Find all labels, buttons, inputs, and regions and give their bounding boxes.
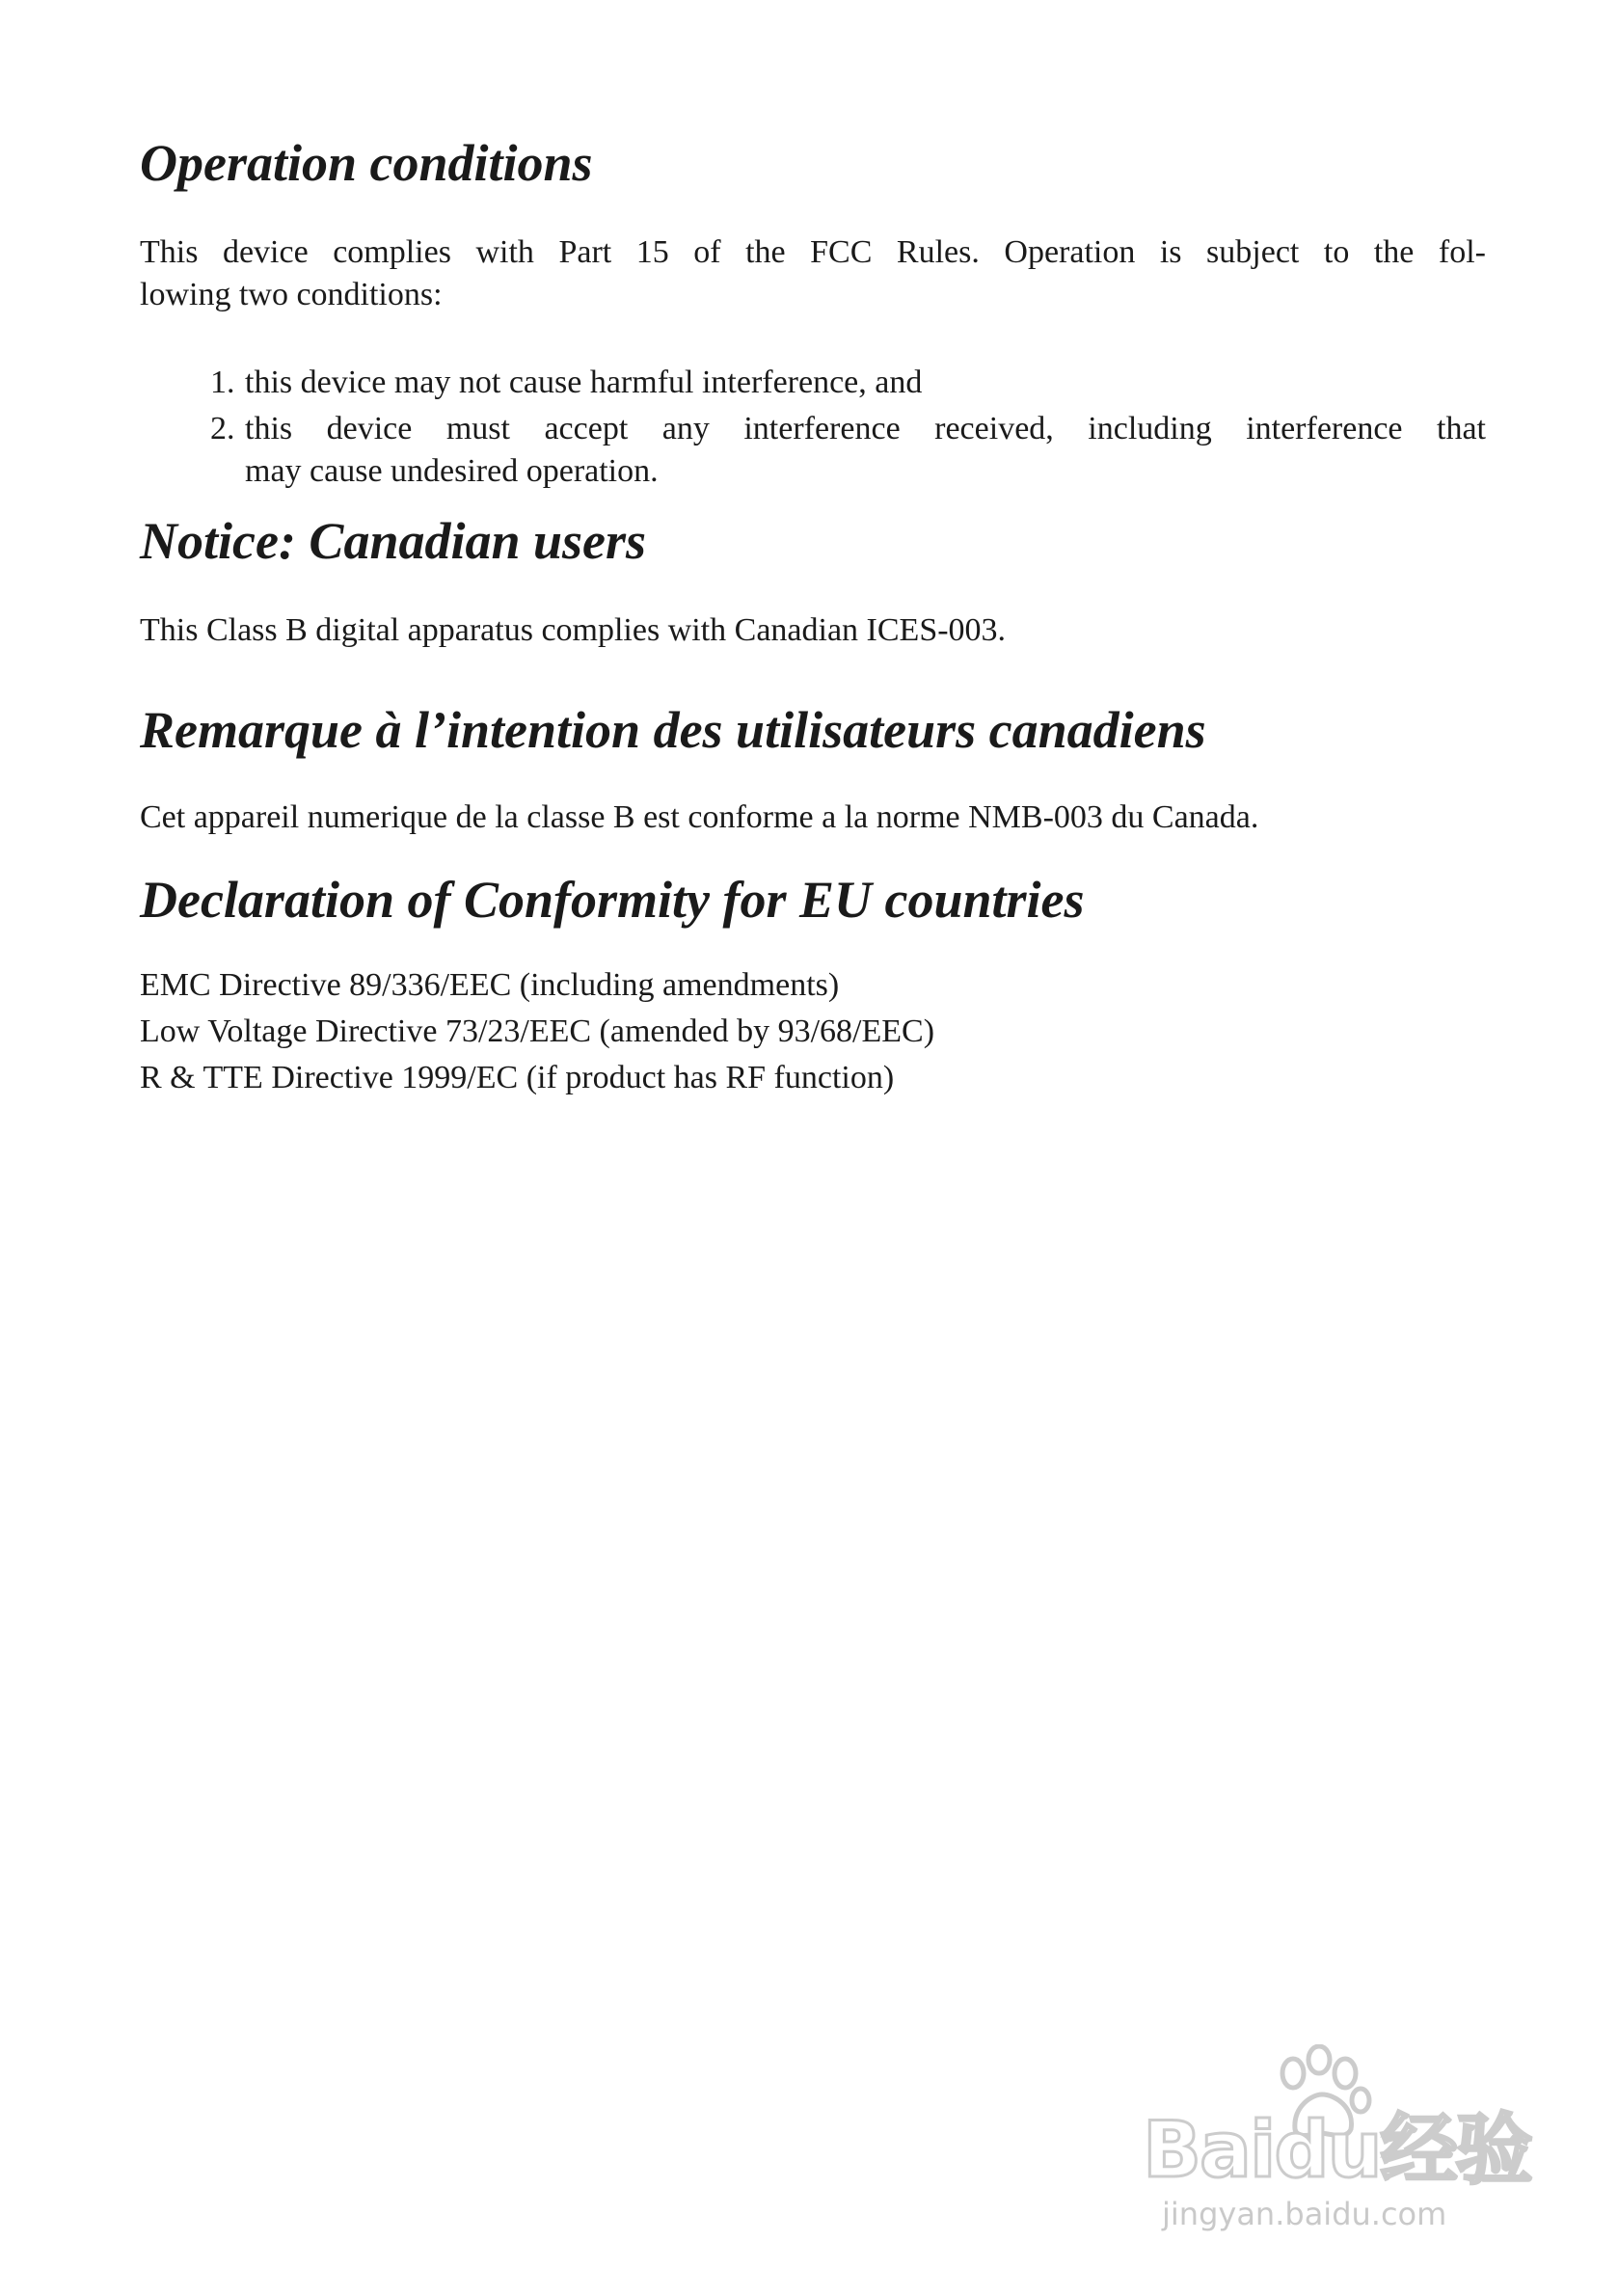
list-item-text: this device may not cause harmful interference, and [245, 365, 923, 400]
list-item: R & TTE Directive 1999/EC (if product has RF function) [140, 1060, 895, 1095]
canadian-users-body: This Class B digital apparatus complies with Canadian ICES-003. [140, 612, 1007, 648]
remarque-body: Cet appareil numerique de la classe B est conforme a la norme NMB-003 du Canada. [140, 799, 1259, 835]
list-item-number: 2. [210, 411, 235, 446]
list-item: EMC Directive 89/336/EEC (including amendments) [140, 967, 840, 1003]
list-item-text-line-2: may cause undesired operation. [245, 453, 659, 489]
list-item-number: 1. [210, 365, 235, 400]
eu-directives-list [140, 962, 934, 1101]
list-item: Low Voltage Directive 73/23/EEC (amended by 93/68/EEC) [140, 1013, 935, 1049]
list-item [210, 362, 1486, 404]
eu-conformity-heading: Declaration of Conformity for EU countries [140, 871, 1085, 929]
operation-intro-line-2: lowing two conditions: [140, 277, 443, 312]
operation-conditions-heading: Operation conditions [140, 134, 593, 192]
operation-intro-line-1: This device complies with Part 15 of the FCC Rules. Operation is subject to the fol- [140, 234, 1486, 270]
list-item [210, 408, 1486, 493]
watermark-brand: Baidu经验 [1143, 2105, 1531, 2195]
operation-intro-paragraph [140, 231, 1486, 316]
list-item-text-line-1: this device must accept any interference received, including interference that [245, 411, 1486, 446]
baidu-watermark [1143, 2044, 1548, 2237]
watermark-url: jingyan.baidu.com [1162, 2196, 1447, 2232]
operation-conditions-list [210, 362, 1486, 493]
remarque-heading: Remarque à l’intention des utilisateurs canadiens [140, 701, 1206, 759]
canadian-users-heading: Notice: Canadian users [140, 512, 647, 570]
